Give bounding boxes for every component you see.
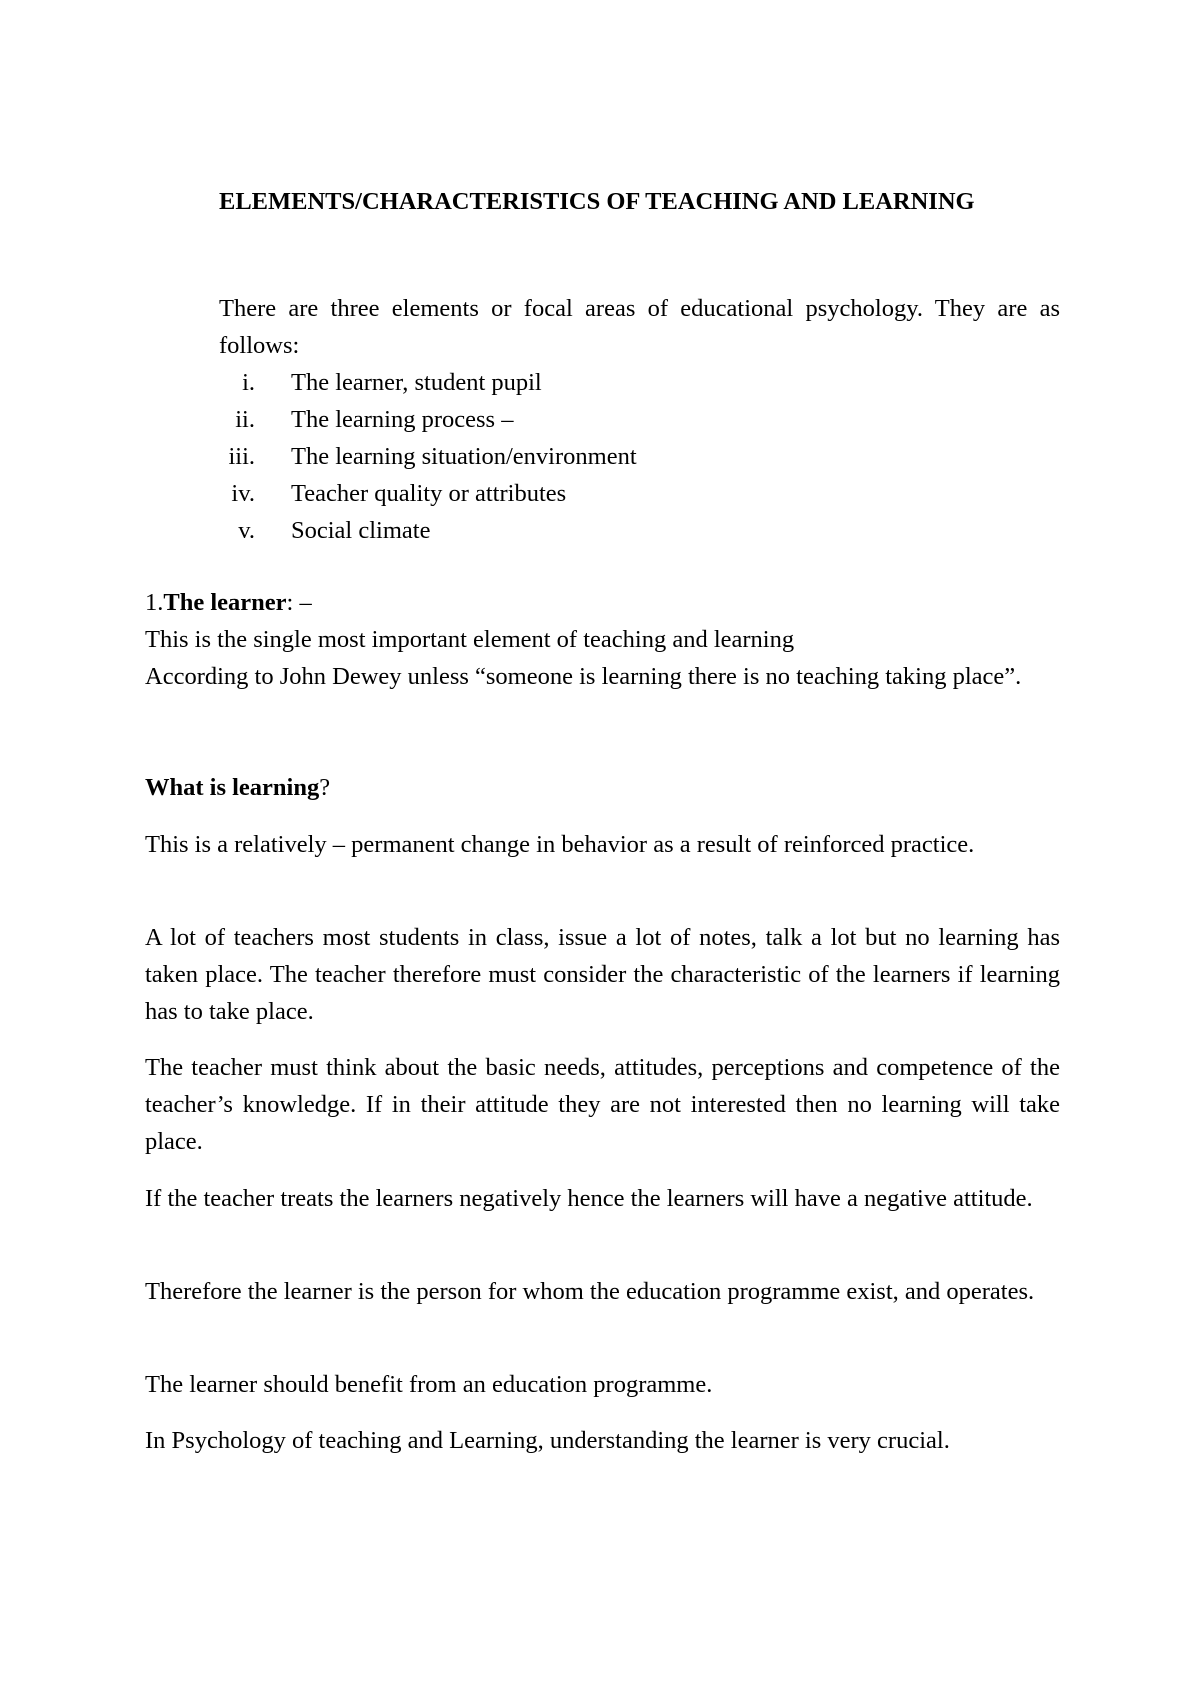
list-item-number: i. <box>242 369 255 396</box>
dewey-quote-paragraph: According to John Dewey unless “someone is learning there is no teaching taking place”. <box>145 663 1022 690</box>
body-paragraph: If the teacher treats the learners negatively hence the learners will have a negative attitude. <box>145 1185 1033 1212</box>
body-paragraph: This is a relatively – permanent change in behavior as a result of reinforced practice. <box>145 831 975 858</box>
list-item-number: v. <box>238 517 255 544</box>
learner-importance-line: This is the single most important element of teaching and learning <box>145 626 795 653</box>
section-heading-suffix: : – <box>286 589 312 616</box>
body-paragraph: Therefore the learner is the person for whom the education programme exist, and operates. <box>145 1278 1035 1305</box>
list-item-text: The learning situation/environment <box>291 443 637 470</box>
intro-paragraph: There are three elements or focal areas of educational psychology. They are as follows: <box>219 295 1060 359</box>
list-item-number: iii. <box>228 443 255 470</box>
list-item <box>219 364 1060 401</box>
list-item <box>219 438 1060 475</box>
body-paragraph: The teacher must think about the basic needs, attitudes, perceptions and competence of the teacher’s knowledge. If in their attitude they are not interested then no learning will take place. <box>145 1054 1060 1155</box>
list-item-number: iv. <box>231 480 255 507</box>
list-item-text: The learning process – <box>291 406 514 433</box>
list-item <box>219 512 1060 549</box>
section-heading-learner <box>145 584 1060 621</box>
question-heading <box>145 769 1060 806</box>
list-item-number: ii. <box>235 406 255 433</box>
list-item-text: Teacher quality or attributes <box>291 480 567 507</box>
list-item <box>219 401 1060 438</box>
document-title: ELEMENTS/CHARACTERISTICS OF TEACHING AND LEARNING <box>219 188 975 215</box>
section-number: 1. <box>145 589 164 616</box>
list-item-text: Social climate <box>291 517 431 544</box>
list-item-text: The learner, student pupil <box>291 369 542 396</box>
list-item <box>219 475 1060 512</box>
body-paragraph: The learner should benefit from an education programme. <box>145 1371 713 1398</box>
elements-list <box>219 364 1060 549</box>
body-paragraph: A lot of teachers most students in class, issue a lot of notes, talk a lot but no learning has taken place. The teacher therefore must consider the characteristic of the learners if learning has to take place. <box>145 924 1060 1025</box>
body-paragraph: In Psychology of teaching and Learning, understanding the learner is very crucial. <box>145 1427 950 1454</box>
question-heading-suffix: ? <box>319 774 331 801</box>
section-heading-text: The learner <box>163 589 287 616</box>
question-heading-text: What is learning <box>145 774 320 801</box>
